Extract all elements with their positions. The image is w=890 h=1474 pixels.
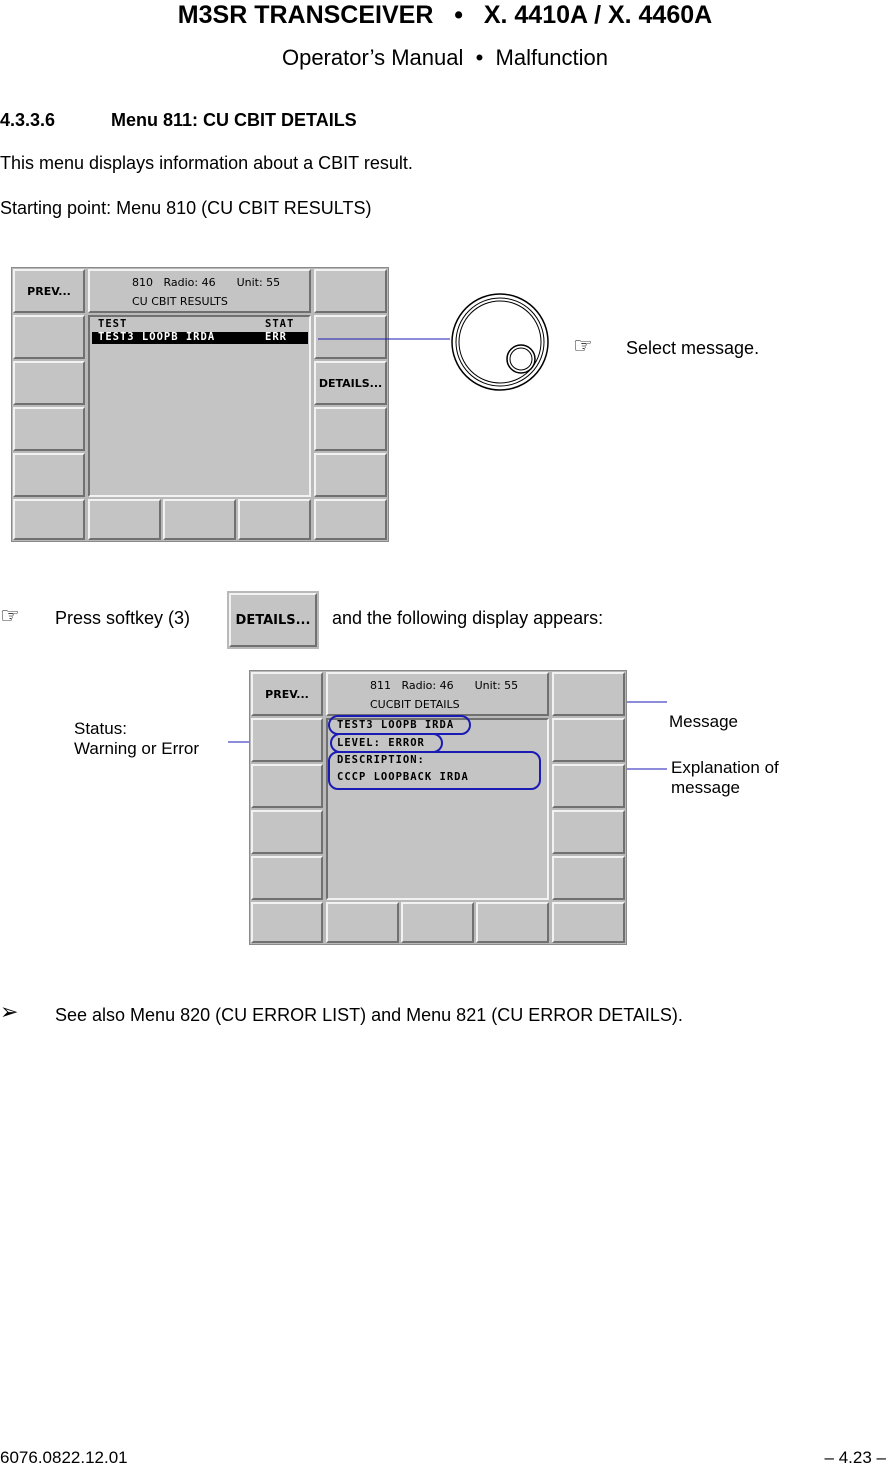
result-row-test: TEST3 LOOPB IRDA [98, 331, 216, 343]
detail-description-text: CCCP LOOPBACK IRDA [337, 771, 469, 783]
footer-page-number: – 4.23 – [824, 1448, 886, 1467]
explanation-highlight [329, 752, 540, 789]
callout-status-label: Status: [74, 719, 127, 738]
status-line-menu-radio-unit: 810 Radio: 46 Unit: 55 [132, 276, 281, 289]
message-highlight [329, 716, 470, 734]
footer-doc-number: 6076.0822.12.01 [0, 1448, 128, 1467]
intro-text: This menu displays information about a CBIT result. [0, 153, 413, 173]
softkey-prev-label: PREV... [27, 284, 71, 298]
arrow-bullet-icon: ➢ [0, 999, 19, 1024]
callout-message: Message [669, 712, 738, 731]
page-header-subtitle: Operator’s Manual • Malfunction [281, 45, 609, 70]
hand-pointer-icon: ☞ [0, 603, 20, 628]
detail-level: LEVEL: ERROR [337, 737, 425, 749]
detail-test-name: TEST3 LOOPB IRDA [337, 719, 455, 731]
starting-point-text: Starting point: Menu 810 (CU CBIT RESULTS) [0, 198, 372, 218]
detail-description-label: DESCRIPTION: [337, 754, 425, 766]
page-header-title: M3SR TRANSCEIVER • X. 4410A / X. 4460A [177, 1, 713, 29]
see-also-note: See also Menu 820 (CU ERROR LIST) and Menu 821 (CU ERROR DETAILS). [55, 1005, 683, 1025]
callout-explanation-l2: message [671, 778, 740, 797]
callout-status-values: Warning or Error [74, 739, 200, 758]
hand-pointer-icon: ☞ [573, 333, 593, 358]
result-row-stat: ERR [265, 331, 287, 343]
section-number: 4.3.3.6 [0, 110, 56, 130]
details-softkey-illustration-label: DETAILS... [235, 612, 311, 628]
column-header-test: TEST [98, 318, 128, 330]
status-highlight [331, 734, 442, 752]
section-title: Menu 811: CU CBIT DETAILS [111, 110, 357, 130]
callout-explanation-l1: Explanation of [671, 758, 779, 777]
select-message-instruction: Select message. [626, 338, 760, 358]
softkey-details-label: DETAILS... [318, 376, 383, 390]
following-display-text: and the following display appears: [332, 608, 604, 628]
status-line-menu-name: CUCBIT DETAILS [370, 698, 460, 711]
status-line-menu-name: CU CBIT RESULTS [132, 295, 228, 308]
column-header-stat: STAT [265, 318, 295, 330]
status-line-menu-radio-unit: 811 Radio: 46 Unit: 55 [370, 679, 519, 692]
press-softkey-text: Press softkey (3) [55, 608, 191, 628]
softkey-prev-label: PREV... [265, 687, 309, 701]
